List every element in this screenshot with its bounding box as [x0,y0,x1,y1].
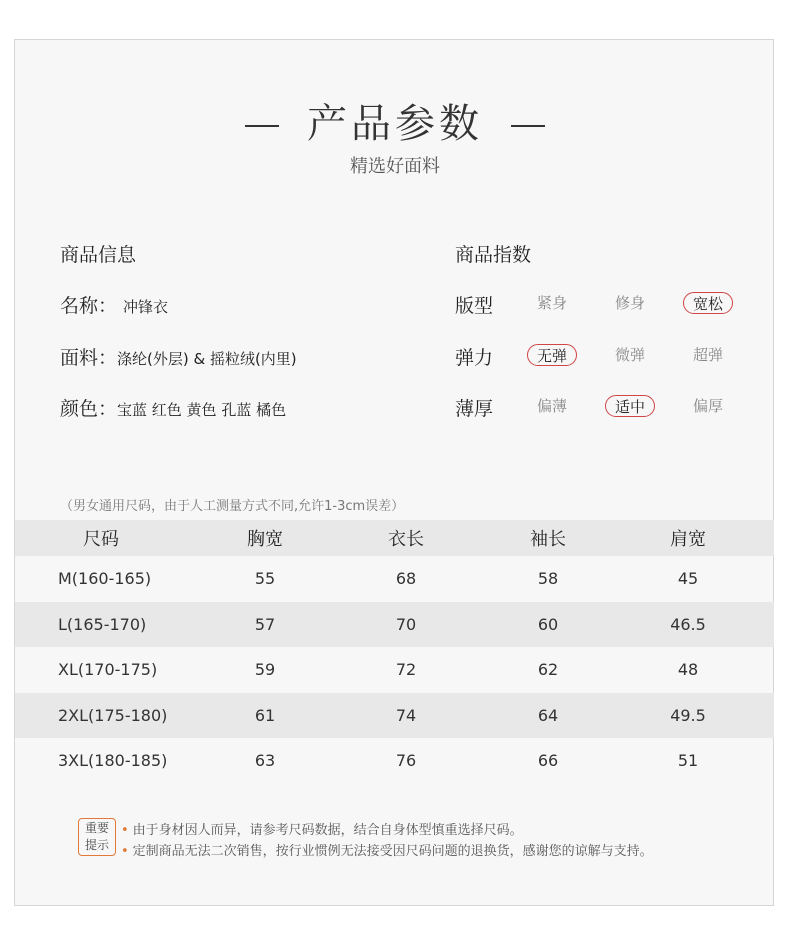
index-option: 偏厚 [692,397,723,415]
bullet-icon: • [121,844,129,859]
title-dash-right [511,125,545,127]
table-cell: 61 [254,705,276,725]
table-cell: 45 [677,569,699,589]
index-label: 薄厚 [455,398,494,420]
index-option-selected: 适中 [605,395,655,417]
size-note: （男女通用尺码，由于人工测量方式不同,允许1-3cm误差） [60,499,405,514]
table-cell: 3XL(180-185) [58,751,168,771]
table-cell: 62 [537,660,559,680]
table-cell: XL(170-175) [58,660,158,680]
page-title: 产品参数 [307,101,483,147]
info-label: 面料： [60,347,118,369]
index-option-selected: 无弹 [527,344,577,366]
table-cell: 2XL(175-180) [58,705,168,725]
table-cell: 76 [395,751,417,771]
table-header-cell: 胸宽 [247,529,283,550]
table-row [15,556,774,602]
table-header-cell: 尺码 [83,529,119,550]
index-option-selected: 宽松 [683,292,733,314]
info-row-fabric [60,343,297,370]
table-cell: 72 [395,660,417,680]
table-cell: 74 [395,705,417,725]
tip-item [121,819,523,838]
table-cell: 59 [254,660,276,680]
table-cell: 70 [395,614,417,634]
index-option: 偏薄 [536,397,567,415]
info-value: 涤纶(外层) & 摇粒绒(内里) [117,350,297,368]
table-cell: 51 [677,751,699,771]
badge-line: 提示 [84,838,109,852]
table-cell: 58 [537,569,559,589]
table-cell: 49.5 [670,705,706,725]
title-dash-left [245,125,279,127]
info-value: 冲锋衣 [123,298,169,316]
index-option: 修身 [614,294,645,312]
index-option: 超弹 [692,346,723,364]
table-row [15,693,774,739]
index-option: 紧身 [536,294,567,312]
table-cell: 46.5 [670,614,706,634]
info-row-color [60,394,286,421]
index-label: 版型 [455,295,494,317]
badge-line: 重要 [84,821,109,835]
tip-text: 由于身材因人而异，请参考尺码数据，结合自身体型慎重选择尺码。 [132,823,523,838]
table-cell: 66 [537,751,559,771]
table-cell: 60 [537,614,559,634]
info-row-name [60,291,168,318]
info-label: 名称： [60,295,118,317]
table-cell: 48 [677,660,699,680]
table-header-row [15,520,774,556]
info-value: 宝蓝 红色 黄色 孔蓝 橘色 [117,401,287,419]
table-cell: 68 [395,569,417,589]
table-header-cell: 袖长 [530,529,566,550]
table-cell: 64 [537,705,559,725]
info-label: 颜色： [60,398,118,420]
table-row [15,647,774,693]
info-heading: 商品信息 [60,244,137,266]
important-tips-badge [78,818,116,856]
tip-text: 定制商品无法二次销售，按行业惯例无法接受因尺码问题的退换货，感谢您的谅解与支持。 [132,844,653,859]
page-title-row [0,92,790,149]
index-heading: 商品指数 [455,244,532,266]
table-header-cell: 肩宽 [670,529,706,550]
table-cell: M(160-165) [58,569,152,589]
size-table [15,520,774,784]
index-option: 微弹 [614,346,645,364]
table-row [15,602,774,648]
table-cell: 57 [254,614,276,634]
table-header-cell: 衣长 [388,529,424,550]
tip-item [121,840,653,859]
table-row [15,738,774,784]
table-cell: 55 [254,569,276,589]
index-label: 弹力 [455,347,494,369]
table-cell: L(165-170) [58,614,147,634]
table-cell: 63 [254,751,276,771]
page-subtitle: 精选好面料 [350,156,440,177]
bullet-icon: • [121,823,129,838]
